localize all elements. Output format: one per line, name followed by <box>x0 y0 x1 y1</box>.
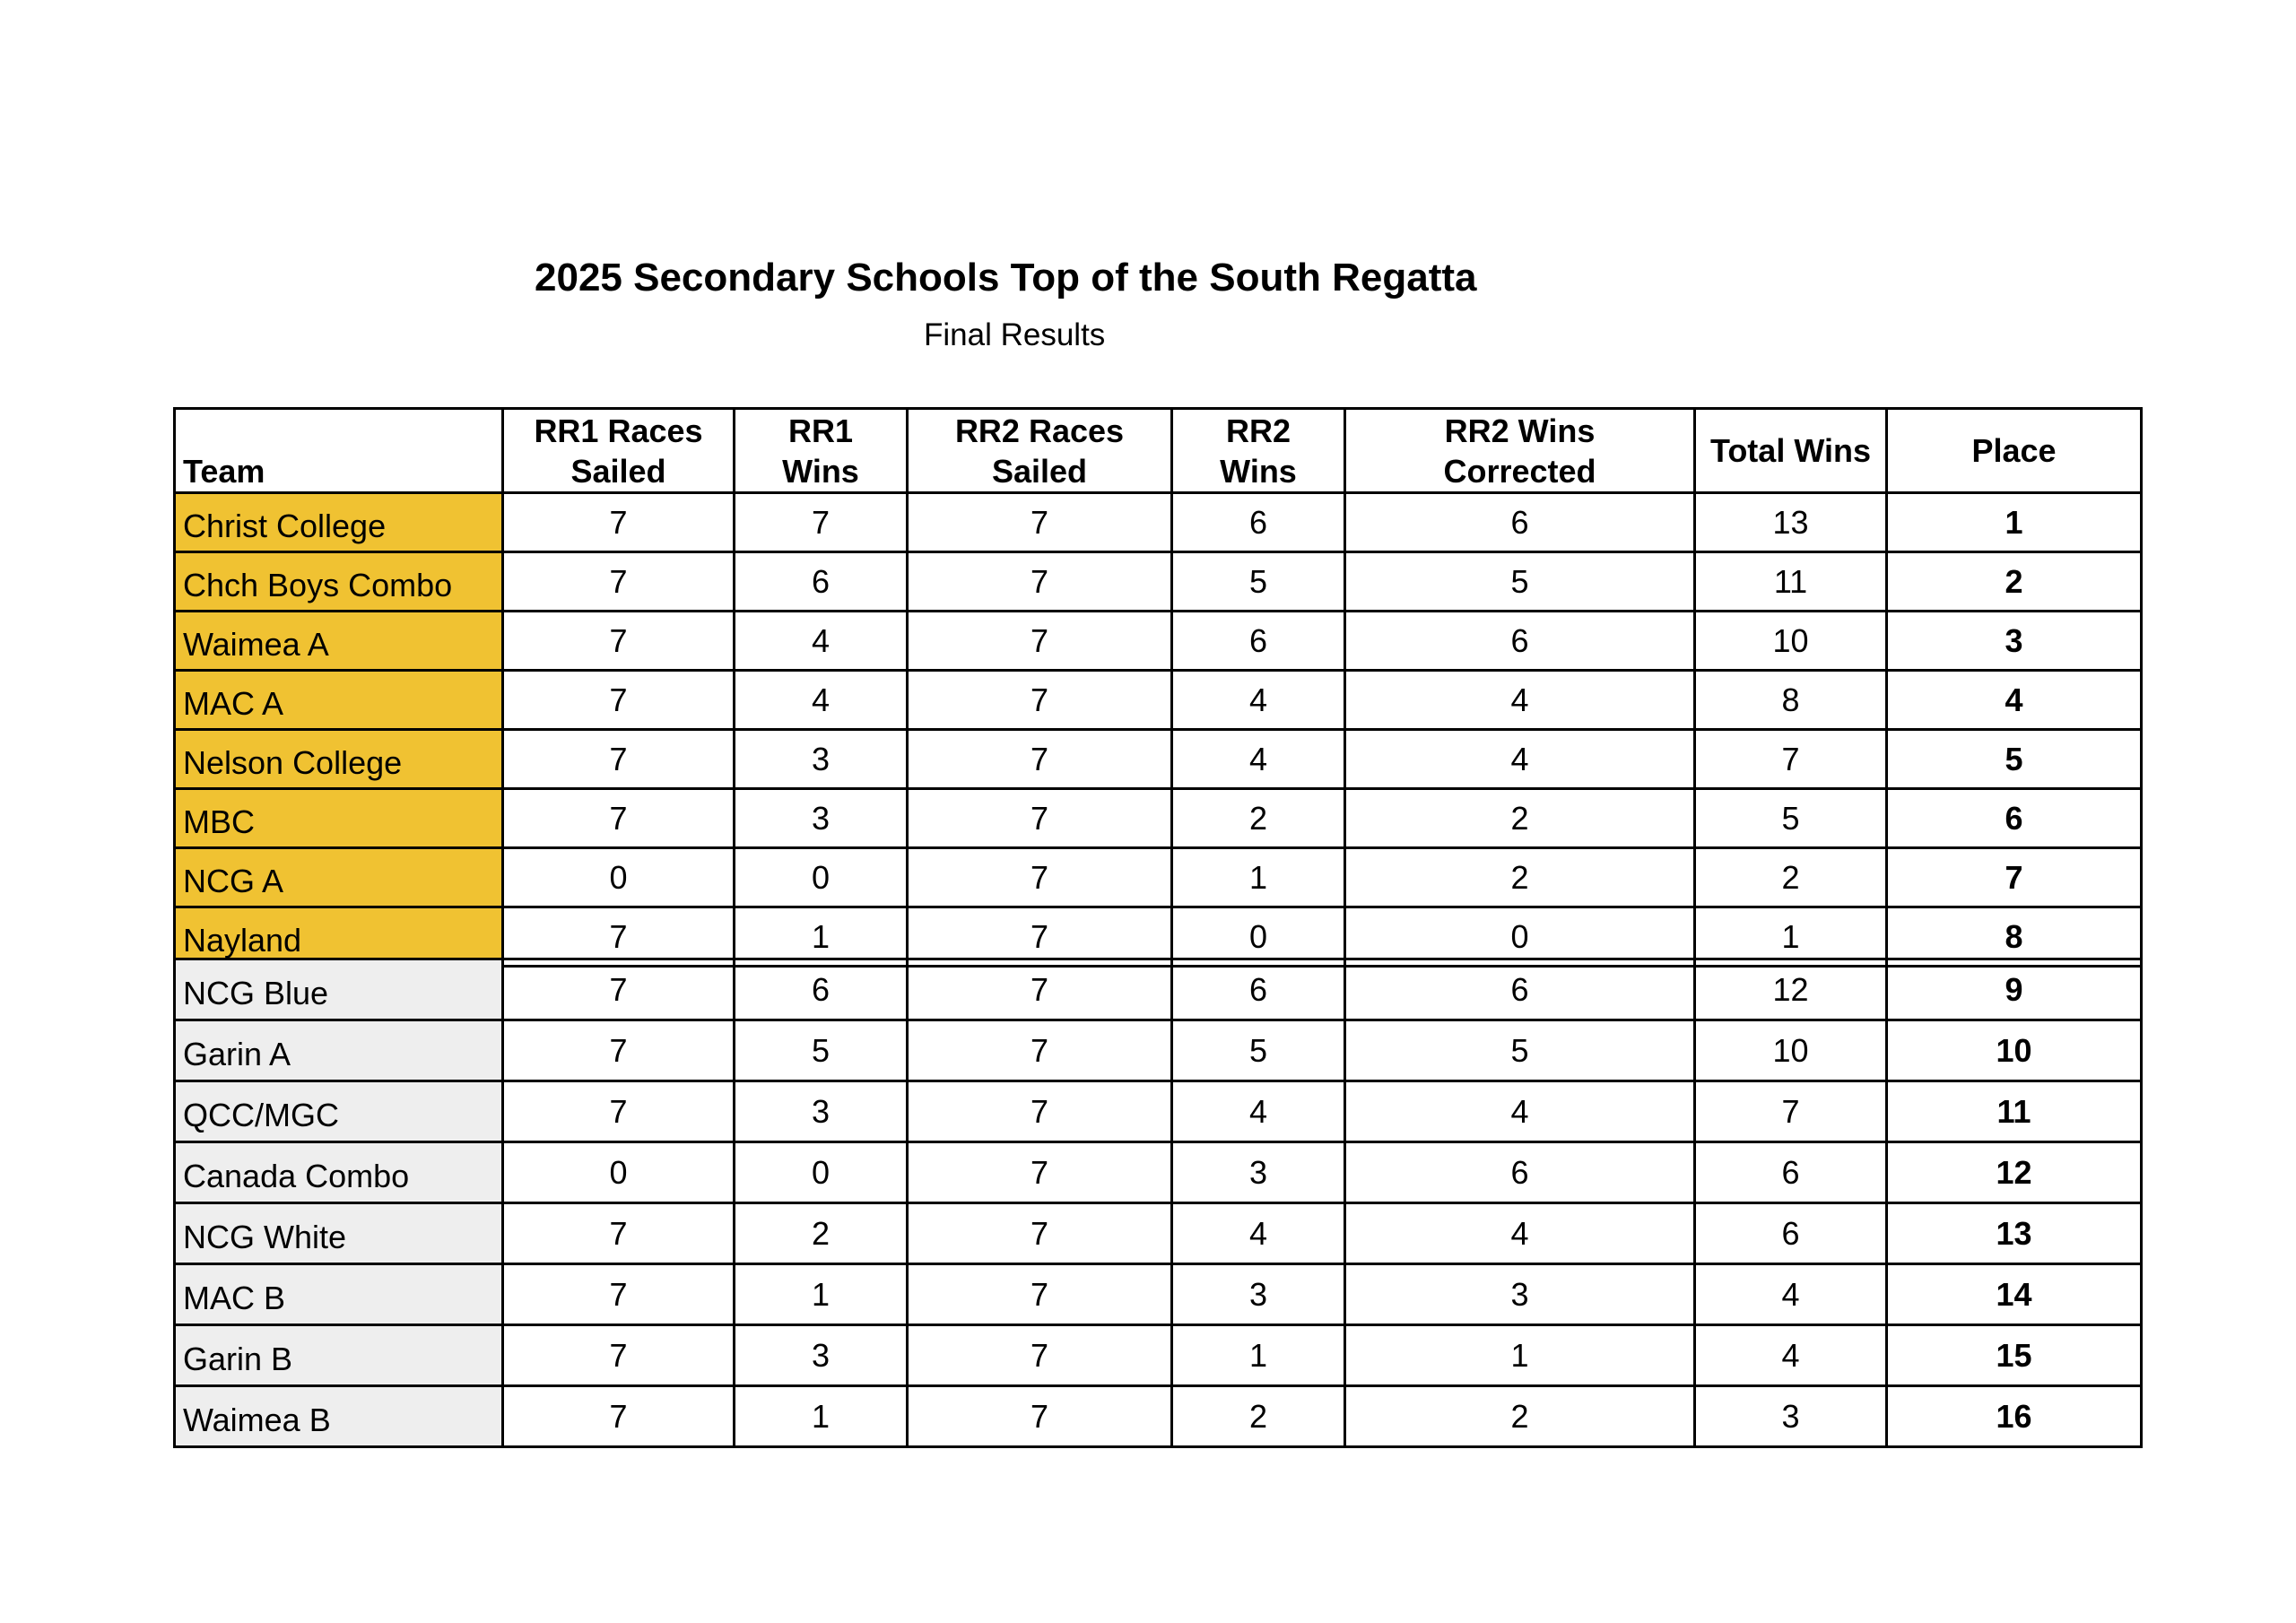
rr1-wins-cell: 3 <box>735 730 908 789</box>
total-wins-cell: 1 <box>1695 907 1887 967</box>
total-wins-cell: 8 <box>1695 671 1887 730</box>
team-cell: NCG White <box>175 1203 503 1264</box>
table-row <box>175 1203 2142 1264</box>
team-cell: MBC <box>175 789 503 848</box>
team-cell: Nelson College <box>175 730 503 789</box>
team-cell: Waimea B <box>175 1386 503 1447</box>
rr1-races-sailed-cell: 7 <box>503 671 735 730</box>
place-cell: 9 <box>1887 959 2142 1020</box>
total-wins-cell: 4 <box>1695 1264 1887 1325</box>
rr2-wins-cell: 3 <box>1172 1264 1345 1325</box>
table-row <box>175 730 2142 789</box>
table-row <box>175 789 2142 848</box>
rr2-races-sailed-cell: 7 <box>908 959 1172 1020</box>
place-cell: 11 <box>1887 1081 2142 1142</box>
place-cell: 8 <box>1887 907 2142 967</box>
place-cell: 6 <box>1887 789 2142 848</box>
header-rr1-races-sailed: RR1 Races Sailed <box>503 409 735 493</box>
rr1-races-sailed-cell: 7 <box>503 552 735 612</box>
rr2-wins-cell: 4 <box>1172 1081 1345 1142</box>
rr2-wins-corrected-cell: 6 <box>1345 612 1695 671</box>
page-subtitle: Final Results <box>924 317 1106 352</box>
rr1-races-sailed-cell: 7 <box>503 1325 735 1386</box>
place-cell: 7 <box>1887 848 2142 907</box>
rr2-wins-corrected-cell: 5 <box>1345 1020 1695 1081</box>
rr1-races-sailed-cell: 7 <box>503 789 735 848</box>
rr1-wins-cell: 0 <box>735 848 908 907</box>
header-total-wins: Total Wins <box>1695 409 1887 493</box>
total-wins-cell: 13 <box>1695 493 1887 552</box>
table-row <box>175 552 2142 612</box>
rr1-races-sailed-cell: 7 <box>503 959 735 1020</box>
team-cell: NCG Blue <box>175 959 503 1020</box>
rr2-wins-cell: 4 <box>1172 730 1345 789</box>
rr2-wins-cell: 3 <box>1172 1142 1345 1203</box>
rr2-races-sailed-cell: 7 <box>908 1203 1172 1264</box>
header-rr1-wins: RR1 Wins <box>735 409 908 493</box>
rr1-wins-cell: 4 <box>735 612 908 671</box>
rr2-races-sailed-cell: 7 <box>908 1386 1172 1447</box>
header-row <box>175 409 2142 493</box>
rr2-wins-corrected-cell: 6 <box>1345 493 1695 552</box>
rr2-races-sailed-cell: 7 <box>908 789 1172 848</box>
rr2-wins-cell: 6 <box>1172 959 1345 1020</box>
place-cell: 3 <box>1887 612 2142 671</box>
table-row <box>175 493 2142 552</box>
header-rr2-wins-corrected: RR2 Wins Corrected <box>1345 409 1695 493</box>
total-wins-cell: 5 <box>1695 789 1887 848</box>
rr1-races-sailed-cell: 7 <box>503 1386 735 1447</box>
team-cell: QCC/MGC <box>175 1081 503 1142</box>
rr2-wins-cell: 6 <box>1172 493 1345 552</box>
table-row <box>175 959 2142 1020</box>
total-wins-cell: 11 <box>1695 552 1887 612</box>
rr2-wins-corrected-cell: 0 <box>1345 907 1695 967</box>
place-cell: 10 <box>1887 1020 2142 1081</box>
table-row <box>175 1020 2142 1081</box>
total-wins-cell: 3 <box>1695 1386 1887 1447</box>
rr1-races-sailed-cell: 7 <box>503 1203 735 1264</box>
place-cell: 2 <box>1887 552 2142 612</box>
header-team: Team <box>175 409 503 493</box>
team-cell: NCG A <box>175 848 503 907</box>
total-wins-cell: 2 <box>1695 848 1887 907</box>
rr1-races-sailed-cell: 7 <box>503 1081 735 1142</box>
table-row <box>175 1386 2142 1447</box>
rr2-wins-cell: 1 <box>1172 848 1345 907</box>
table-row <box>175 671 2142 730</box>
table-row <box>175 1264 2142 1325</box>
rr1-wins-cell: 1 <box>735 1386 908 1447</box>
place-cell: 13 <box>1887 1203 2142 1264</box>
rr2-races-sailed-cell: 7 <box>908 1020 1172 1081</box>
table-row <box>175 1081 2142 1142</box>
header-rr2-wins: RR2 Wins <box>1172 409 1345 493</box>
place-cell: 16 <box>1887 1386 2142 1447</box>
team-cell: MAC B <box>175 1264 503 1325</box>
rr2-wins-cell: 5 <box>1172 1020 1345 1081</box>
rr2-races-sailed-cell: 7 <box>908 907 1172 967</box>
total-wins-cell: 10 <box>1695 612 1887 671</box>
rr2-wins-cell: 2 <box>1172 789 1345 848</box>
rr1-wins-cell: 0 <box>735 1142 908 1203</box>
place-cell: 4 <box>1887 671 2142 730</box>
rr2-races-sailed-cell: 7 <box>908 1325 1172 1386</box>
rr1-races-sailed-cell: 7 <box>503 1020 735 1081</box>
rr2-wins-cell: 0 <box>1172 907 1345 967</box>
rr1-races-sailed-cell: 7 <box>503 493 735 552</box>
rr2-wins-corrected-cell: 2 <box>1345 789 1695 848</box>
rr2-wins-cell: 4 <box>1172 671 1345 730</box>
results-body-bottom <box>175 959 2142 1447</box>
results-body-top <box>175 493 2142 967</box>
place-cell: 1 <box>1887 493 2142 552</box>
rr1-wins-cell: 1 <box>735 1264 908 1325</box>
rr1-wins-cell: 3 <box>735 789 908 848</box>
table-row <box>175 612 2142 671</box>
team-cell: Nayland <box>175 907 503 967</box>
team-cell: Garin A <box>175 1020 503 1081</box>
rr2-wins-cell: 1 <box>1172 1325 1345 1386</box>
rr2-races-sailed-cell: 7 <box>908 730 1172 789</box>
rr1-wins-cell: 3 <box>735 1081 908 1142</box>
total-wins-cell: 6 <box>1695 1203 1887 1264</box>
total-wins-cell: 10 <box>1695 1020 1887 1081</box>
rr2-wins-cell: 2 <box>1172 1386 1345 1447</box>
rr2-wins-cell: 5 <box>1172 552 1345 612</box>
total-wins-cell: 4 <box>1695 1325 1887 1386</box>
table-row <box>175 848 2142 907</box>
rr1-wins-cell: 3 <box>735 1325 908 1386</box>
rr1-races-sailed-cell: 7 <box>503 1264 735 1325</box>
rr2-races-sailed-cell: 7 <box>908 612 1172 671</box>
rr1-wins-cell: 5 <box>735 1020 908 1081</box>
rr2-wins-corrected-cell: 4 <box>1345 1081 1695 1142</box>
rr1-races-sailed-cell: 7 <box>503 612 735 671</box>
results-table-bottom <box>173 958 2143 1448</box>
rr1-wins-cell: 6 <box>735 959 908 1020</box>
total-wins-cell: 6 <box>1695 1142 1887 1203</box>
total-wins-cell: 7 <box>1695 1081 1887 1142</box>
rr1-wins-cell: 4 <box>735 671 908 730</box>
rr2-wins-corrected-cell: 2 <box>1345 1386 1695 1447</box>
team-cell: Waimea A <box>175 612 503 671</box>
rr2-races-sailed-cell: 7 <box>908 1264 1172 1325</box>
rr1-wins-cell: 6 <box>735 552 908 612</box>
rr2-wins-corrected-cell: 4 <box>1345 1203 1695 1264</box>
rr2-wins-corrected-cell: 6 <box>1345 1142 1695 1203</box>
team-cell: MAC A <box>175 671 503 730</box>
rr2-wins-corrected-cell: 2 <box>1345 848 1695 907</box>
rr1-races-sailed-cell: 0 <box>503 1142 735 1203</box>
rr2-wins-corrected-cell: 4 <box>1345 671 1695 730</box>
rr2-races-sailed-cell: 7 <box>908 552 1172 612</box>
results-table-top <box>173 407 2143 968</box>
rr1-wins-cell: 7 <box>735 493 908 552</box>
rr2-wins-corrected-cell: 5 <box>1345 552 1695 612</box>
table-row <box>175 1142 2142 1203</box>
rr2-wins-corrected-cell: 4 <box>1345 730 1695 789</box>
rr1-races-sailed-cell: 7 <box>503 907 735 967</box>
team-cell: Chch Boys Combo <box>175 552 503 612</box>
rr2-races-sailed-cell: 7 <box>908 1142 1172 1203</box>
place-cell: 14 <box>1887 1264 2142 1325</box>
place-cell: 5 <box>1887 730 2142 789</box>
rr2-wins-corrected-cell: 6 <box>1345 959 1695 1020</box>
team-cell: Christ College <box>175 493 503 552</box>
header-rr2-races-sailed: RR2 Races Sailed <box>908 409 1172 493</box>
page-title: 2025 Secondary Schools Top of the South Regatta <box>535 256 1477 299</box>
rr1-races-sailed-cell: 7 <box>503 730 735 789</box>
place-cell: 12 <box>1887 1142 2142 1203</box>
total-wins-cell: 12 <box>1695 959 1887 1020</box>
rr2-wins-cell: 6 <box>1172 612 1345 671</box>
team-cell: Garin B <box>175 1325 503 1386</box>
rr2-wins-corrected-cell: 3 <box>1345 1264 1695 1325</box>
rr2-wins-cell: 4 <box>1172 1203 1345 1264</box>
table-row <box>175 1325 2142 1386</box>
rr2-wins-corrected-cell: 1 <box>1345 1325 1695 1386</box>
total-wins-cell: 7 <box>1695 730 1887 789</box>
rr1-wins-cell: 2 <box>735 1203 908 1264</box>
header-place: Place <box>1887 409 2142 493</box>
rr2-races-sailed-cell: 7 <box>908 1081 1172 1142</box>
place-cell: 15 <box>1887 1325 2142 1386</box>
rr1-wins-cell: 1 <box>735 907 908 967</box>
team-cell: Canada Combo <box>175 1142 503 1203</box>
rr1-races-sailed-cell: 0 <box>503 848 735 907</box>
rr2-races-sailed-cell: 7 <box>908 671 1172 730</box>
rr2-races-sailed-cell: 7 <box>908 493 1172 552</box>
rr2-races-sailed-cell: 7 <box>908 848 1172 907</box>
